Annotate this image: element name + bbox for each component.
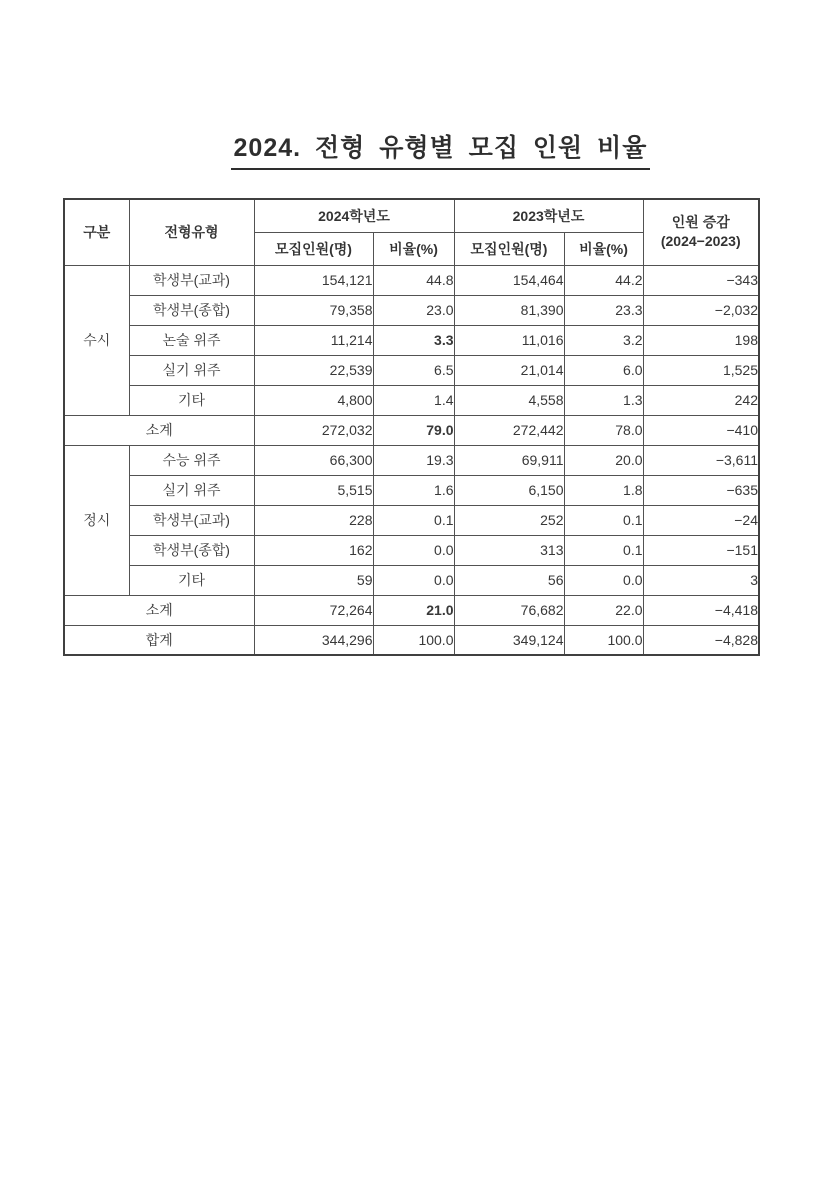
- ratio-2023-cell: 1.8: [564, 475, 643, 505]
- table-row-susi-2: [64, 295, 759, 325]
- recruit-2024-cell: 4,800: [254, 385, 373, 415]
- diff-cell: −3,611: [643, 445, 759, 475]
- recruit-2023-cell: 76,682: [454, 595, 564, 625]
- ratio-2023-cell: 22.0: [564, 595, 643, 625]
- ratio-2023-cell: 44.2: [564, 265, 643, 295]
- recruit-2023-cell: 21,014: [454, 355, 564, 385]
- header-ratio-2024: 비율(%): [373, 232, 454, 265]
- header-row-1: [64, 199, 759, 232]
- type-cell: 학생부(교과): [129, 505, 254, 535]
- table-row-jeongsi-1: [64, 445, 759, 475]
- ratio-2024-cell: 0.0: [373, 565, 454, 595]
- type-cell: 실기 위주: [129, 355, 254, 385]
- type-cell: 학생부(교과): [129, 265, 254, 295]
- recruit-2023-cell: 69,911: [454, 445, 564, 475]
- type-cell: 실기 위주: [129, 475, 254, 505]
- recruit-2023-cell: 11,016: [454, 325, 564, 355]
- subtotal-label-cell: 소계: [64, 595, 254, 625]
- ratio-2024-cell: 0.1: [373, 505, 454, 535]
- ratio-2023-cell: 23.3: [564, 295, 643, 325]
- ratio-2023-cell: 78.0: [564, 415, 643, 445]
- header-change: [643, 199, 759, 265]
- header-change-line2: (2024−2023): [660, 233, 741, 250]
- ratio-2023-cell: 6.0: [564, 355, 643, 385]
- ratio-2024-cell: 19.3: [373, 445, 454, 475]
- ratio-2023-cell: 0.1: [564, 535, 643, 565]
- table-row-susi-3: [64, 325, 759, 355]
- ratio-2023-cell: 3.2: [564, 325, 643, 355]
- diff-cell: 242: [643, 385, 759, 415]
- ratio-2024-cell: 100.0: [373, 625, 454, 655]
- recruit-2023-cell: 349,124: [454, 625, 564, 655]
- ratio-2024-cell: 6.5: [373, 355, 454, 385]
- table-row-total: [64, 625, 759, 655]
- table-row-jeongsi-4: [64, 535, 759, 565]
- ratio-2024-cell: 3.3: [373, 325, 454, 355]
- table-row-jeongsi-5: [64, 565, 759, 595]
- diff-cell: 198: [643, 325, 759, 355]
- table-row-susi-4: [64, 355, 759, 385]
- diff-cell: −2,032: [643, 295, 759, 325]
- recruit-2024-cell: 22,539: [254, 355, 373, 385]
- header-change-line1: 인원 증감: [671, 214, 730, 231]
- ratio-2024-cell: 21.0: [373, 595, 454, 625]
- table-row-jeongsi-2: [64, 475, 759, 505]
- ratio-2024-cell: 44.8: [373, 265, 454, 295]
- recruit-2023-cell: 154,464: [454, 265, 564, 295]
- diff-cell: 3: [643, 565, 759, 595]
- recruit-2024-cell: 228: [254, 505, 373, 535]
- diff-cell: −635: [643, 475, 759, 505]
- recruit-2024-cell: 11,214: [254, 325, 373, 355]
- total-label-cell: 합계: [64, 625, 254, 655]
- diff-cell: −151: [643, 535, 759, 565]
- type-cell: 학생부(종합): [129, 535, 254, 565]
- type-cell: 수능 위주: [129, 445, 254, 475]
- ratio-2024-cell: 1.4: [373, 385, 454, 415]
- recruit-2023-cell: 252: [454, 505, 564, 535]
- recruit-2024-cell: 272,032: [254, 415, 373, 445]
- diff-cell: −410: [643, 415, 759, 445]
- group-cell-susi: 수시: [64, 265, 129, 415]
- recruit-2024-cell: 66,300: [254, 445, 373, 475]
- table-row-susi-5: [64, 385, 759, 415]
- diff-cell: 1,525: [643, 355, 759, 385]
- header-ratio-2023: 비율(%): [564, 232, 643, 265]
- subtotal-label-cell: 소계: [64, 415, 254, 445]
- page-title: 2024. 전형 유형별 모집 인원 비율: [231, 128, 651, 170]
- diff-cell: −4,418: [643, 595, 759, 625]
- type-cell: 기타: [129, 385, 254, 415]
- header-type: 전형유형: [129, 199, 254, 265]
- recruit-2023-cell: 4,558: [454, 385, 564, 415]
- recruit-2024-cell: 59: [254, 565, 373, 595]
- ratio-2024-cell: 23.0: [373, 295, 454, 325]
- recruit-2023-cell: 81,390: [454, 295, 564, 325]
- ratio-2024-cell: 79.0: [373, 415, 454, 445]
- type-cell: 논술 위주: [129, 325, 254, 355]
- ratio-2023-cell: 0.1: [564, 505, 643, 535]
- recruit-2023-cell: 272,442: [454, 415, 564, 445]
- admission-ratio-table: [63, 198, 760, 656]
- type-cell: 기타: [129, 565, 254, 595]
- header-year-2024: 2024학년도: [254, 199, 454, 232]
- header-year-2023: 2023학년도: [454, 199, 643, 232]
- diff-cell: −24: [643, 505, 759, 535]
- recruit-2023-cell: 6,150: [454, 475, 564, 505]
- ratio-2023-cell: 100.0: [564, 625, 643, 655]
- diff-cell: −343: [643, 265, 759, 295]
- ratio-2023-cell: 0.0: [564, 565, 643, 595]
- header-recruit-2023: 모집인원(명): [454, 232, 564, 265]
- table-row-jeongsi-subtotal: [64, 595, 759, 625]
- ratio-2023-cell: 1.3: [564, 385, 643, 415]
- type-cell: 학생부(종합): [129, 295, 254, 325]
- recruit-2023-cell: 56: [454, 565, 564, 595]
- ratio-2024-cell: 0.0: [373, 535, 454, 565]
- recruit-2024-cell: 162: [254, 535, 373, 565]
- table-row-jeongsi-3: [64, 505, 759, 535]
- diff-cell: −4,828: [643, 625, 759, 655]
- recruit-2023-cell: 313: [454, 535, 564, 565]
- header-recruit-2024: 모집인원(명): [254, 232, 373, 265]
- recruit-2024-cell: 72,264: [254, 595, 373, 625]
- recruit-2024-cell: 154,121: [254, 265, 373, 295]
- title-row: [0, 128, 835, 170]
- ratio-2024-cell: 1.6: [373, 475, 454, 505]
- header-group: 구분: [64, 199, 129, 265]
- recruit-2024-cell: 5,515: [254, 475, 373, 505]
- recruit-2024-cell: 79,358: [254, 295, 373, 325]
- table-row-susi-1: [64, 265, 759, 295]
- group-cell-jeongsi: 정시: [64, 445, 129, 595]
- ratio-2023-cell: 20.0: [564, 445, 643, 475]
- table-row-susi-subtotal: [64, 415, 759, 445]
- recruit-2024-cell: 344,296: [254, 625, 373, 655]
